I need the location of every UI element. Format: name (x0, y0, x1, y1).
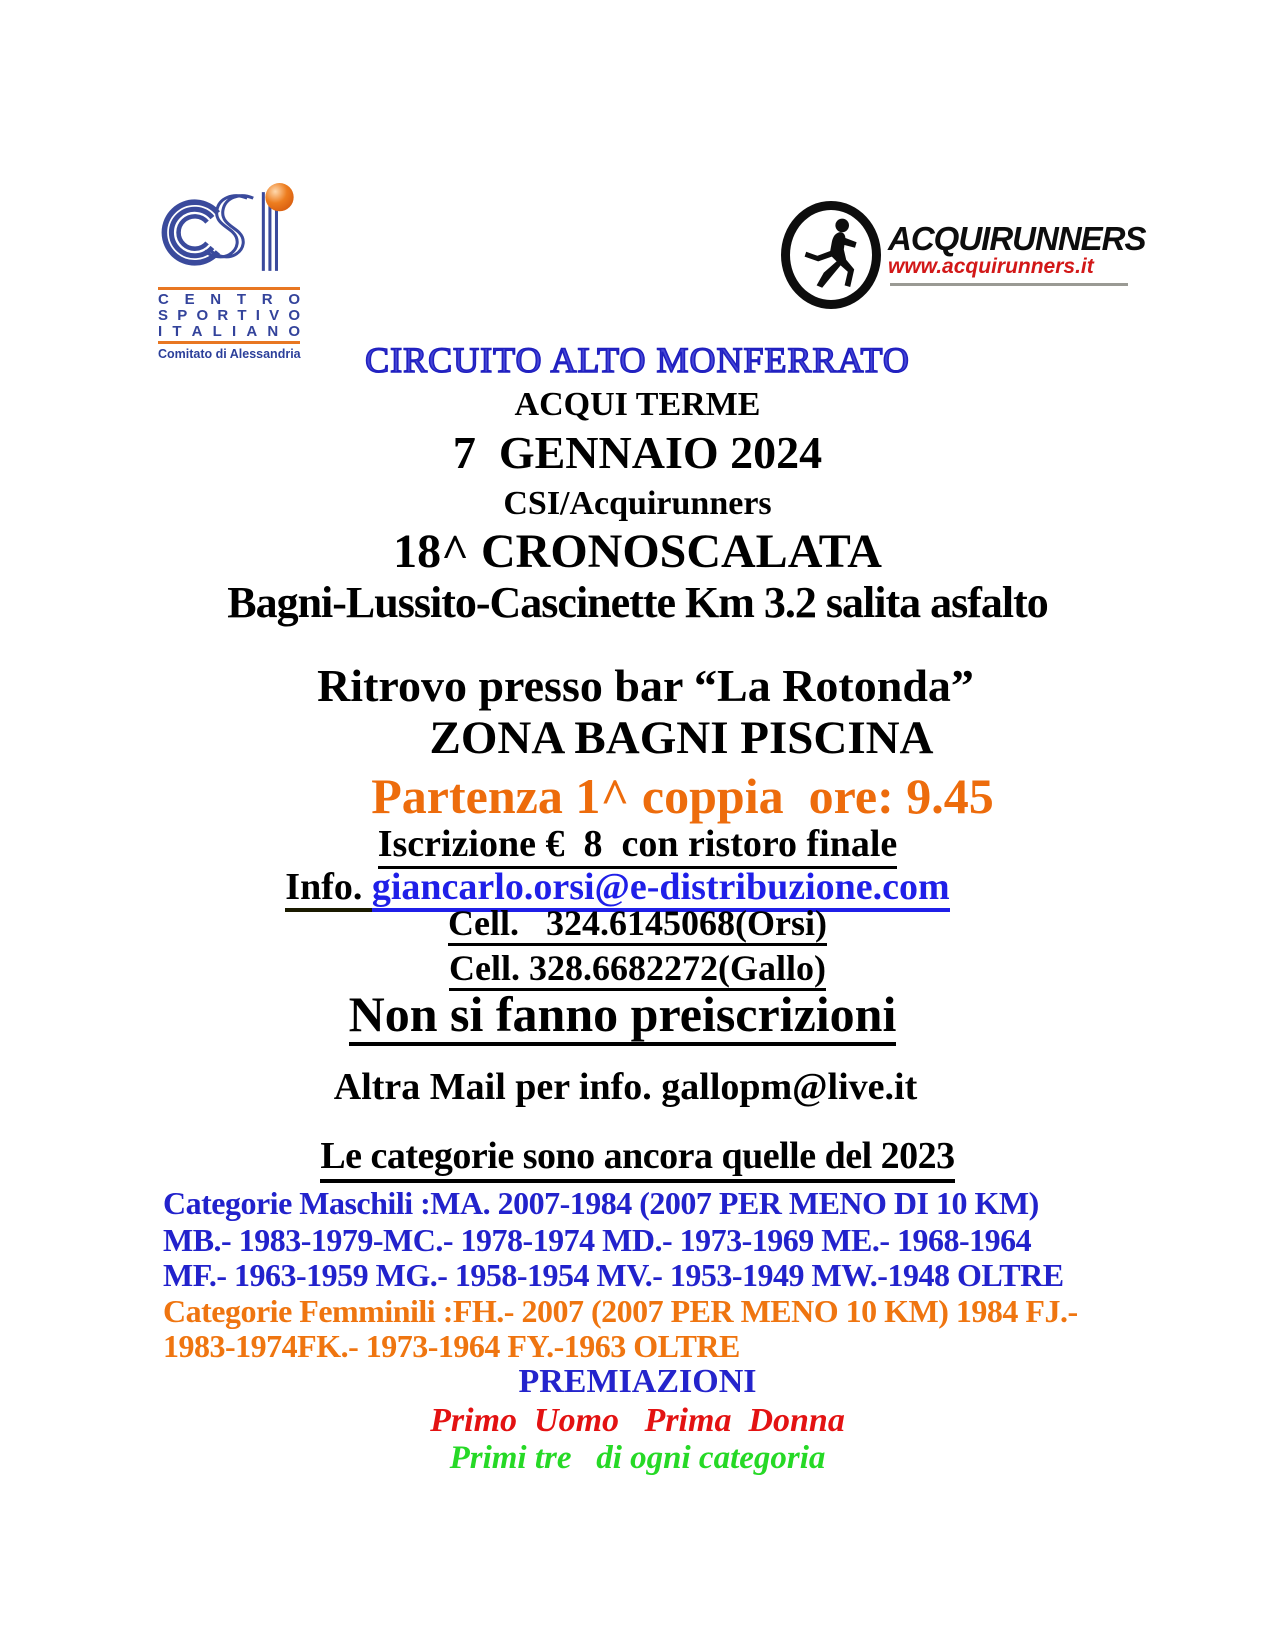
organizer: CSI/Acquirunners (503, 485, 772, 522)
acquirunners-logo (888, 220, 1146, 278)
acquirunners-name: ACQUIRUNNERS (888, 220, 1146, 257)
circuit-title: CIRCUITO ALTO MONFERRATO (365, 340, 910, 380)
info-email-link[interactable]: giancarlo.orsi@e-distribuzione.com (372, 868, 950, 912)
categories-heading-text: Le categorie sono ancora quelle del 2023 (320, 1137, 954, 1183)
csi-ball-icon (265, 183, 293, 211)
male-categories-line-1: Categorie Maschili :MA. 2007-1984 (2007 PER MENO DI 10 KM) (163, 1185, 1039, 1221)
cell-gallo-text: Cell. 328.6682272(Gallo) (449, 950, 826, 991)
meeting-point: Ritrovo presso bar “La Rotonda” (317, 660, 974, 711)
location-title: ACQUI TERME (514, 386, 761, 423)
acquirunners-circle (781, 201, 881, 309)
categories-heading (0, 1137, 1275, 1183)
acquirunners-underline (890, 283, 1128, 286)
csi-word-sportivo: S P O R T I V O (158, 306, 300, 324)
start-time-line: Partenza 1^ coppia ore: 9.45 (371, 768, 994, 824)
csi-word-centro: C E N T R O (158, 291, 300, 308)
event-date: 7 GENNAIO 2024 (452, 427, 823, 478)
female-categories-line-2: 1983-1974FK.- 1973-1964 FY.-1963 OLTRE (163, 1328, 740, 1364)
csi-logo (158, 182, 300, 361)
female-categories-line-1: Categorie Femminili :FH.- 2007 (2007 PER MENO 10 KM) 1984 FJ.- (163, 1293, 1078, 1329)
entry-fee-text: Iscrizione € 8 con ristoro finale (378, 825, 898, 869)
csi-rule-top (158, 287, 300, 290)
acquirunners-url[interactable]: www.acquirunners.it (888, 255, 1094, 278)
race-title: 18^ CRONOSCALATA (393, 525, 882, 578)
csi-subtitle: Comitato di Alessandria (158, 347, 301, 362)
runner-icon (799, 215, 863, 295)
awards-second-line: Primi tre di ogni categoria (449, 1440, 826, 1476)
cell-gallo-line (0, 950, 1275, 991)
csi-mark-icon (158, 182, 300, 280)
no-preregistration-line (0, 986, 1260, 1046)
male-categories-line-2: MB.- 1983-1979-MC.- 1978-1974 MD.- 1973-1969 ME.- 1968-1964 (163, 1222, 1032, 1258)
course-description: Bagni-Lussito-Cascinette Km 3.2 salita asfalto (227, 578, 1048, 627)
info-label: Info. (285, 868, 372, 912)
awards-first-line: Primo Uomo Prima Donna (430, 1402, 845, 1439)
zone-line: ZONA BAGNI PISCINA (429, 712, 934, 764)
cell-orsi-line (0, 905, 1275, 946)
no-preregistration-text: Non si fanno preiscrizioni (349, 989, 897, 1046)
cell-orsi-text: Cell. 324.6145068(Orsi) (448, 905, 827, 946)
csi-word-italiano: I T A L I A N O (158, 322, 300, 340)
male-categories-line-3: MF.- 1963-1959 MG.- 1958-1954 MV.- 1953-1949 MW.-1948 OLTRE (163, 1257, 1064, 1293)
entry-fee-line (0, 825, 1275, 869)
alt-mail-line: Altra Mail per info. gallopm@live.it (333, 1066, 918, 1108)
awards-heading: PREMIAZIONI (518, 1363, 757, 1400)
